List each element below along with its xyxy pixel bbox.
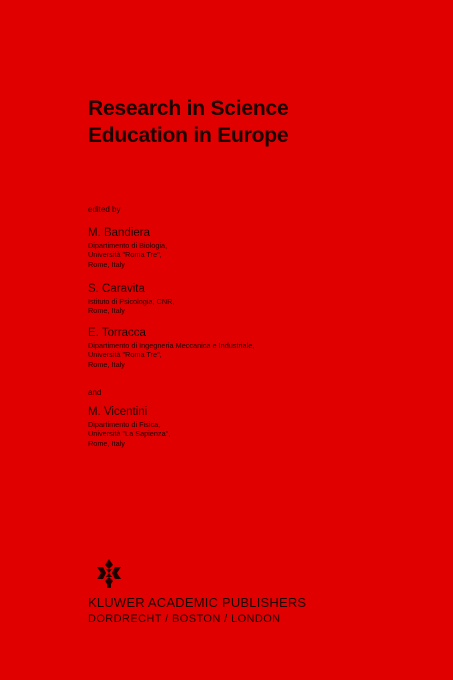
affiliation-line: Rome, Italy	[88, 438, 125, 448]
editor-affiliation	[88, 241, 167, 269]
affiliation-line: Dipartimento di Ingegneria Meccanica e Industriale,	[88, 341, 255, 350]
editor-affiliation	[88, 341, 254, 369]
kluwer-logo-icon	[94, 557, 124, 589]
title-line-2: Education in Europe	[88, 124, 289, 147]
and-label: and	[88, 388, 102, 397]
editor-name: M. Bandiera	[88, 227, 151, 239]
publisher-name: KLUWER ACADEMIC PUBLISHERS	[88, 595, 307, 610]
editor-torracca	[88, 326, 254, 369]
editor-affiliation	[88, 420, 170, 448]
affiliation-line: Istituto di Psicologia, CNR,	[88, 297, 175, 306]
affiliation-line: Rome, Italy	[88, 359, 125, 369]
publisher-cities: DORDRECHT / BOSTON / LONDON	[88, 613, 281, 625]
affiliation-line: Università "Roma Tre",	[88, 350, 162, 360]
affiliation-line: Rome, Italy	[88, 259, 125, 269]
book-title	[88, 95, 288, 149]
affiliation-line: Università "Roma Tre",	[88, 250, 162, 260]
editor-caravita	[88, 282, 174, 316]
editor-affiliation	[88, 297, 174, 316]
affiliation-line: Università "La Sapienza",	[88, 429, 171, 439]
editor-bandiera	[88, 226, 167, 269]
affiliation-line: Rome, Italy	[88, 306, 125, 316]
affiliation-line: Dipartimento di Biologia,	[88, 241, 168, 250]
title-line-1: Research in Science	[88, 97, 289, 120]
editor-name: E. Torracca	[88, 327, 146, 339]
editor-vicentini	[88, 405, 170, 448]
editor-name: M. Vicentini	[88, 406, 148, 418]
editor-name: S. Caravita	[88, 283, 145, 295]
affiliation-line: Dipartimento di Fisica,	[88, 420, 161, 429]
edited-by-label: edited by	[88, 205, 121, 214]
